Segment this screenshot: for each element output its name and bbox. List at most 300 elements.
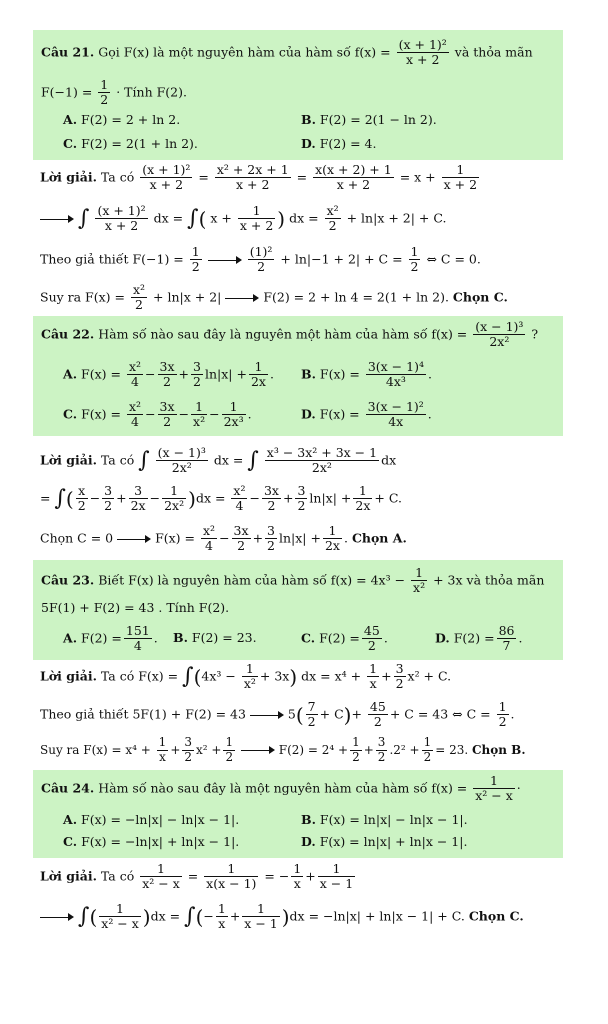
- fraction: [140, 862, 182, 892]
- fraction-denominator: 4: [133, 638, 142, 654]
- fraction-numerator: 45: [363, 623, 380, 638]
- option-label: C.: [301, 630, 316, 646]
- option-text: F(2) = 2 + ln 2.: [81, 112, 181, 127]
- fraction-denominator: x + 2: [443, 177, 478, 193]
- fraction: [366, 400, 426, 430]
- fraction-numerator: (x − 1)³: [157, 445, 206, 460]
- fraction-numerator: 1: [140, 862, 182, 877]
- fraction: [76, 484, 88, 514]
- fraction-numerator: x²: [233, 483, 246, 498]
- solution-24-line2: ∫( $\frac{1}{\text{x² − x}}$ )dx = ∫(− $\frac{1}{x}$ + $\frac{1}{x - 1}$ )dx = −ln|x| + ln|x − 1| + C. Chọn C.: [40, 902, 568, 932]
- fraction-numerator: 3: [377, 735, 386, 749]
- fraction-numerator: 1: [411, 566, 427, 581]
- solution-21-label: Lời giải.: [40, 169, 97, 185]
- text: F(2) = 2⁴ +: [278, 742, 349, 757]
- fraction: [248, 245, 275, 275]
- option-text: F(2) = 2(1 + ln 2).: [81, 136, 198, 151]
- fraction-numerator: 1: [249, 360, 268, 375]
- fraction-denominator: 2x³: [223, 414, 244, 430]
- option-label: A.: [63, 112, 78, 127]
- question-21-stem: Gọi F(x) là một nguyên hàm của hàm số f(x) =: [98, 44, 391, 60]
- fraction: [409, 245, 421, 275]
- fraction-numerator: 1: [352, 735, 360, 749]
- fraction: [127, 360, 143, 390]
- text: dx =: [153, 210, 184, 226]
- question-21-option-c: [63, 136, 198, 151]
- fraction-numerator: (1)²: [249, 244, 273, 259]
- fraction-numerator: 3: [267, 523, 275, 538]
- text: + ln|x + 2|: [153, 289, 222, 305]
- fraction-numerator: 1: [242, 902, 279, 917]
- question-24-box: [33, 770, 563, 858]
- text: F(x) = −ln|x| − ln|x − 1|.: [81, 812, 240, 827]
- integral-icon: ∫: [184, 903, 196, 929]
- question-21-stem-line1: [41, 38, 555, 68]
- text: Chọn C = 0: [40, 530, 114, 546]
- text: x² +: [196, 742, 222, 757]
- text: x +: [210, 210, 232, 226]
- text: ?: [531, 326, 539, 342]
- option-label: C.: [63, 406, 78, 422]
- option-label: B.: [301, 366, 316, 382]
- fraction-denominator: x² − x: [101, 916, 139, 932]
- integral-icon: ∫: [247, 447, 259, 473]
- fraction-numerator: 1: [217, 901, 226, 916]
- solution-21-line1: Lời giải. Ta có $\frac{\text{(x + 1)²}}{x + 2}$ = $\frac{\text{x² + 2x + 1}}{x + 2}$ = $\frac{x(x + 2) + 1}{x + 2}$ = x + $\frac{1}{x + 2}$: [40, 162, 478, 193]
- fraction: [306, 700, 318, 730]
- option-label: D.: [301, 136, 316, 151]
- fraction-denominator: 2: [163, 414, 172, 430]
- fraction: [368, 700, 388, 730]
- text: F(2) = 2 + ln 4 = 2(1 + ln 2).: [263, 289, 449, 305]
- fraction: [411, 566, 427, 596]
- fraction-denominator: x² − x: [475, 788, 513, 804]
- fraction-numerator: 86: [498, 623, 515, 638]
- question-24-option-a: [63, 812, 239, 827]
- fraction: [262, 484, 281, 514]
- text: + C.: [374, 490, 402, 506]
- fraction-numerator: 3: [193, 359, 201, 374]
- text: + 3x và thỏa mãn: [433, 572, 545, 588]
- fraction-denominator: 2: [104, 498, 113, 514]
- text: Theo giả thiết F(−1) =: [40, 251, 184, 267]
- text: dx = −ln|x| + ln|x − 1| + C.: [289, 908, 465, 924]
- text: F(x) =: [81, 366, 121, 382]
- fraction-denominator: 2: [193, 374, 201, 390]
- question-21-stem-line2: [41, 78, 555, 108]
- fraction-denominator: x − 1: [319, 876, 354, 892]
- option-label: D.: [301, 834, 316, 849]
- fraction: [201, 524, 217, 554]
- question-21-function-fraction: [397, 38, 449, 68]
- text: F(x) = ln|x| + ln|x − 1|.: [319, 834, 468, 849]
- fraction: [215, 163, 291, 193]
- fraction: [353, 484, 372, 514]
- solution-24-answer: Chọn C.: [468, 908, 524, 924]
- fraction: [376, 736, 388, 765]
- fraction-denominator: 2x²: [489, 334, 510, 350]
- fraction: [265, 524, 277, 554]
- question-21-stem-end: và thỏa mãn: [454, 44, 533, 60]
- fraction-denominator: 2: [410, 259, 419, 275]
- text: ln|x| +: [204, 366, 247, 382]
- text: F(x) = ln|x| − ln|x − 1|.: [319, 812, 468, 827]
- fraction: [394, 662, 406, 692]
- question-23-label: Câu 23.: [41, 572, 95, 588]
- fraction: [497, 624, 517, 654]
- fraction-numerator: x(x + 2) + 1: [315, 162, 392, 177]
- text: 5: [287, 706, 296, 722]
- fraction-numerator: 1: [369, 661, 378, 676]
- fraction-numerator: x² + 2x + 1: [216, 162, 289, 177]
- text: Ta có F(x) =: [100, 668, 179, 684]
- fraction: [350, 736, 362, 765]
- solution-21-line3: [40, 245, 568, 275]
- text: x² + C.: [407, 668, 452, 684]
- text: ⇔ C = 0.: [426, 251, 481, 267]
- text: Theo giả thiết 5F(1) + F(2) = 43: [40, 706, 246, 722]
- fraction-denominator: 2x: [250, 374, 266, 390]
- question-21-label: Câu 21.: [41, 44, 95, 60]
- text: dx =: [213, 452, 244, 468]
- fraction-numerator: 1: [242, 662, 258, 677]
- fraction-numerator: 1: [191, 244, 200, 259]
- fraction-numerator: 3x: [159, 399, 175, 414]
- fraction-denominator: 2x²: [164, 498, 185, 514]
- fraction: [497, 700, 509, 730]
- fraction-denominator: 2: [373, 714, 382, 730]
- fraction-denominator: 2: [328, 218, 337, 234]
- fraction-numerator: (x + 1)²: [142, 162, 191, 177]
- text: ln|x| +: [309, 490, 352, 506]
- fraction-denominator: 2: [225, 749, 234, 764]
- fraction-numerator: 1: [423, 735, 432, 749]
- fraction-numerator: x: [76, 484, 88, 499]
- option-label: C.: [63, 136, 78, 151]
- question-22-label: Câu 22.: [41, 326, 95, 342]
- fraction-numerator: 1: [473, 774, 515, 789]
- fraction: [162, 484, 186, 514]
- fraction-numerator: 3x: [159, 359, 175, 374]
- fraction-numerator: 1: [191, 400, 207, 415]
- fraction: [127, 400, 143, 430]
- fraction-denominator: x + 2: [336, 177, 371, 193]
- fraction: [473, 320, 525, 350]
- option-text: F(2) = 2(1 − ln 2).: [319, 112, 437, 127]
- fraction: [295, 484, 307, 514]
- fraction-numerator: (x + 1)²: [97, 203, 146, 218]
- question-21-option-a: [63, 112, 180, 127]
- question-24-label: Câu 24.: [41, 780, 95, 796]
- fraction-numerator: 1: [410, 244, 419, 259]
- solution-21-answer: Chọn C.: [452, 289, 508, 305]
- fraction-numerator: 1: [442, 163, 479, 178]
- implies-arrow-icon: [208, 256, 242, 264]
- implies-arrow-icon: [225, 294, 259, 302]
- fraction-denominator: 2: [498, 714, 507, 730]
- fraction-denominator: 2: [352, 749, 360, 764]
- text: F(x) =: [319, 366, 360, 382]
- fraction-denominator: x(x − 1): [206, 876, 257, 892]
- text: dx =: [150, 908, 181, 924]
- fraction-numerator: 7: [307, 699, 316, 714]
- fraction-denominator: 4: [131, 414, 139, 430]
- fraction-denominator: x − 1: [244, 916, 278, 932]
- solution-21-line2: ∫ $\frac{\text{(x + 1)²}}{x + 2}$ dx = ∫( x + $\frac{1}{x + 2}$ ) dx = $\frac{\text{x²}}{2}$ + ln|x + 2| + C.: [40, 204, 568, 234]
- fraction: [99, 902, 141, 932]
- fraction-denominator: x²: [413, 580, 426, 596]
- fraction-numerator: 1: [318, 862, 355, 877]
- fraction-numerator: 3: [184, 735, 193, 749]
- fraction-numerator: 3: [104, 483, 113, 498]
- fraction-numerator: 3x: [263, 483, 279, 498]
- fraction-numerator: 1: [100, 77, 109, 92]
- fraction-denominator: 4: [235, 498, 244, 514]
- fraction: [318, 862, 355, 892]
- fraction-numerator: 1: [498, 699, 507, 714]
- fraction: [362, 624, 382, 654]
- question-21-half-fraction: [98, 78, 110, 108]
- option-label: D.: [301, 406, 316, 422]
- text: Suy ra F(x) =: [40, 289, 125, 305]
- text: F(2) =: [319, 630, 360, 646]
- text: −: [203, 908, 214, 924]
- fraction-numerator: (x − 1)³: [475, 319, 524, 334]
- fraction-denominator: 2: [257, 259, 266, 275]
- option-label: A.: [63, 366, 78, 382]
- integral-icon: ∫: [77, 903, 90, 929]
- text: +: [305, 868, 316, 884]
- option-label: B.: [173, 630, 188, 645]
- fraction-denominator: x: [159, 749, 166, 764]
- fraction-denominator: 4x³: [385, 374, 406, 390]
- fraction-numerator: 1: [353, 484, 372, 499]
- fraction-numerator: 1: [158, 735, 167, 749]
- fraction-denominator: 4: [205, 538, 213, 554]
- fraction: [124, 624, 152, 654]
- text: F(x) =: [319, 406, 360, 422]
- fraction-numerator: 3(x − 1)⁴: [367, 359, 424, 374]
- fraction-numerator: 1: [162, 484, 186, 499]
- fraction-numerator: 1: [238, 204, 275, 219]
- solution-22-line3: Chọn C = 0 F(x) = $\frac{\text{x²}}{4}$ − $\frac{3x}{2}$ + $\frac{3}{2}$ ln|x| + $\frac{1}{2x}$ . Chọn A.: [40, 523, 407, 554]
- fraction-denominator: 2: [100, 92, 109, 108]
- fraction: [242, 902, 279, 932]
- text: + C: [319, 706, 344, 722]
- fraction-denominator: 2x²: [311, 460, 332, 476]
- fraction-denominator: 2: [184, 749, 193, 764]
- solution-23-line1: Lời giải. Ta có F(x) = ∫(4x³ − $\frac{1}{\text{x²}}$ + 3x) dx = x⁴ + $\frac{1}{x}$ + $\frac{3}{2}$ x² + C.: [40, 661, 452, 692]
- question-23-stem-line1: [41, 566, 555, 596]
- fraction-denominator: 2: [267, 538, 275, 554]
- option-label: A.: [63, 630, 78, 646]
- text: F(2) =: [81, 630, 122, 646]
- text: Ta có: [100, 868, 135, 884]
- fraction-numerator: 3: [297, 483, 306, 498]
- integral-icon: ∫: [187, 205, 199, 231]
- question-21-option-d: [301, 136, 376, 151]
- fraction: [367, 662, 379, 692]
- fraction: [249, 360, 268, 390]
- text: = x +: [399, 169, 436, 185]
- fraction: [366, 360, 426, 390]
- text: = 23.: [435, 742, 469, 757]
- question-24-option-d: [301, 834, 467, 849]
- fraction: [223, 736, 235, 765]
- question-21-box: [33, 30, 563, 160]
- question-21-condition: F(−1) =: [41, 84, 93, 100]
- implies-arrow-icon: [241, 746, 275, 754]
- solution-24-line1: Lời giải. Ta có $\frac{1}{\text{x² − x}}$ = $\frac{1}{x(x - 1)}$ = − $\frac{1}{x}$ + $\frac{1}{x - 1}$: [40, 861, 354, 892]
- fraction: [131, 283, 147, 313]
- fraction-denominator: 2: [307, 714, 316, 730]
- solution-23-answer: Chọn B.: [472, 742, 526, 757]
- integral-icon: ∫: [138, 447, 150, 473]
- fraction-denominator: x + 2: [239, 218, 274, 234]
- question-23-option-b: [173, 630, 257, 645]
- fraction: [442, 163, 479, 193]
- fraction: [323, 524, 342, 554]
- fraction-numerator: 3: [129, 484, 148, 499]
- text: 4x³ −: [201, 668, 236, 684]
- fraction-numerator: 3: [395, 661, 404, 676]
- text: dx: [381, 452, 397, 468]
- fraction: [291, 862, 303, 892]
- fraction-numerator: 1: [293, 861, 302, 876]
- question-22-box: [33, 316, 563, 436]
- fraction: [182, 736, 194, 765]
- fraction-denominator: 2: [377, 749, 386, 764]
- fraction-numerator: x³ − 3x² + 3x − 1: [266, 445, 378, 460]
- text: F(2) =: [453, 630, 495, 646]
- fraction: [238, 204, 275, 234]
- text: Ta có: [100, 452, 135, 468]
- fraction: [156, 446, 208, 476]
- fraction-numerator: 151: [125, 623, 150, 638]
- fraction-denominator: x + 2: [149, 177, 184, 193]
- fraction: [95, 204, 147, 234]
- fraction-numerator: 1: [222, 400, 246, 415]
- text: +: [229, 908, 241, 924]
- text: +: [363, 742, 374, 757]
- solution-24-label: Lời giải.: [40, 868, 97, 884]
- question-23-option-d: D. F(2) = $\frac{86}{7}$ .: [435, 623, 523, 654]
- option-label: A.: [63, 812, 78, 827]
- fraction: [231, 484, 247, 514]
- fraction: [422, 736, 434, 765]
- text: dx =: [289, 210, 319, 226]
- text: .2² +: [389, 742, 420, 757]
- fraction: [140, 163, 192, 193]
- solution-23-label: Lời giải.: [40, 668, 97, 684]
- option-text: F(2) = 4.: [319, 136, 377, 151]
- fraction: [325, 204, 341, 234]
- text: F(x) =: [81, 406, 122, 422]
- fraction: [158, 400, 177, 430]
- fraction: [158, 360, 177, 390]
- fraction: [222, 400, 246, 430]
- fraction-numerator: x²: [326, 203, 339, 218]
- fraction-denominator: 2x: [324, 538, 340, 554]
- fraction-denominator: x²: [243, 676, 256, 692]
- fraction-denominator: 2x: [130, 498, 146, 514]
- fraction-numerator: 1: [204, 862, 258, 877]
- fraction-numerator: 1: [225, 735, 234, 749]
- text: ln|x| +: [279, 530, 321, 546]
- option-label: B.: [301, 112, 316, 127]
- text: Hàm số nào sau đây là một nguyên hàm của hàm số f(x) =: [98, 780, 468, 796]
- question-22-option-d: D. F(x) = $\frac{\text{3(x − 1)²}}{4x}$ .: [301, 399, 432, 430]
- integral-icon: ∫: [182, 663, 194, 689]
- fraction-numerator: 3x: [233, 523, 249, 538]
- solution-22-line1: [40, 446, 568, 476]
- fraction: [265, 446, 379, 476]
- fraction-denominator: 4x: [388, 414, 404, 430]
- option-label: B.: [301, 812, 316, 827]
- implies-arrow-icon: [250, 711, 284, 719]
- text: F(x) = −ln|x| + ln|x − 1|.: [81, 834, 240, 849]
- fraction-numerator: x²: [203, 523, 216, 538]
- fraction-denominator: 2: [367, 638, 376, 654]
- fraction-denominator: 2: [237, 538, 246, 554]
- fraction: [232, 524, 251, 554]
- fraction-denominator: 2: [395, 676, 404, 692]
- fraction-denominator: 4: [131, 374, 139, 390]
- question-24-option-c: [63, 834, 239, 849]
- text: Biết F(x) là nguyên hàm của hàm số f(x) = 4x³ −: [98, 572, 406, 588]
- question-22-option-a: A. F(x) = $\frac{\text{x²}}{4}$ − $\frac{3x}{2}$ + $\frac{3}{2}$ ln|x| + $\frac{1}{2x}$ .: [63, 359, 274, 390]
- text: Suy ra F(x) = x⁴ +: [40, 742, 151, 757]
- question-23-option-a: A. F(2) = $\frac{151}{4}$ .: [63, 623, 158, 654]
- implies-arrow-icon: [40, 913, 74, 921]
- text: 5F(1) + F(2) = 43 . Tính F(2).: [41, 600, 230, 615]
- fraction-denominator: x: [218, 916, 226, 932]
- fraction-numerator: x²: [132, 282, 146, 297]
- integral-icon: ∫: [77, 205, 90, 231]
- fraction: [191, 360, 203, 390]
- fraction-denominator: 2: [423, 749, 432, 764]
- option-label: C.: [63, 834, 78, 849]
- fraction: [216, 902, 228, 932]
- question-21-option-b: [301, 112, 437, 127]
- question-23-option-c: C. F(2) = $\frac{45}{2}$ .: [301, 623, 388, 654]
- text: + ln|x + 2| + C.: [346, 210, 447, 226]
- question-23-stem-line2: [41, 600, 555, 615]
- fraction-denominator: 2: [191, 259, 200, 275]
- text: Hàm số nào sau đây là nguyên một hàm của hàm số f(x) =: [98, 326, 468, 342]
- solution-23-line2: Theo giả thiết 5F(1) + F(2) = 43 5( $\frac{7}{2}$ + C)+ $\frac{45}{2}$ + C = 43 ⇔ C = $\frac{1}{2}$ .: [40, 699, 515, 730]
- fraction-denominator: 2: [77, 498, 86, 514]
- fraction-denominator: 2: [297, 498, 306, 514]
- fraction: [242, 662, 258, 692]
- solution-22-label: Lời giải.: [40, 452, 97, 468]
- text: dx =: [195, 490, 226, 506]
- fraction-denominator: 2: [163, 374, 171, 390]
- question-23-box: [33, 560, 563, 660]
- fraction-numerator: (x + 1)²: [398, 37, 447, 52]
- solution-21-line4: [40, 283, 568, 313]
- integral-icon: ∫: [54, 485, 66, 511]
- fraction-denominator: 2: [135, 297, 143, 313]
- fraction-denominator: 7: [502, 638, 511, 654]
- text: F(x) =: [155, 530, 196, 546]
- fraction-denominator: 2: [267, 498, 276, 514]
- fraction: [204, 862, 258, 892]
- question-21-task: · Tính F(2).: [116, 84, 187, 100]
- fraction: [102, 484, 114, 514]
- fraction: [313, 163, 394, 193]
- implies-arrow-icon: [40, 215, 74, 223]
